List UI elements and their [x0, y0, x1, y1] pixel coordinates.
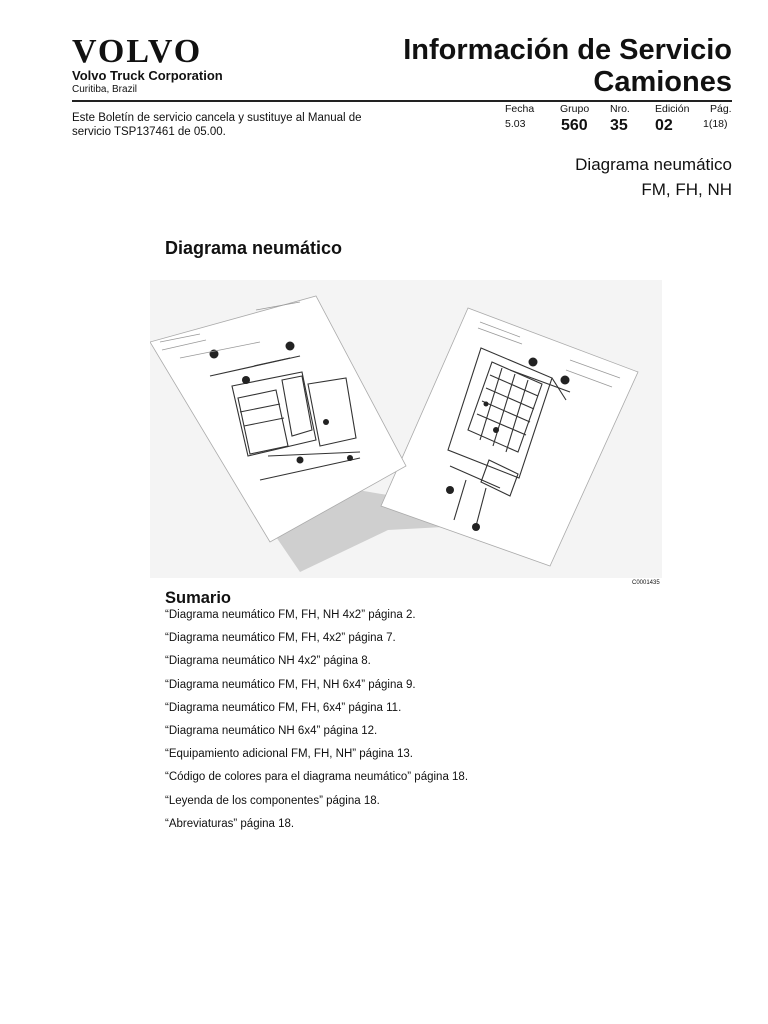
header-divider: [72, 100, 732, 102]
summary-item: “Diagrama neumático FM, FH, NH 6x4” página 9.: [165, 678, 416, 691]
summary-item: “Diagrama neumático FM, FH, 6x4” página 11.: [165, 701, 402, 714]
corporation-name: Volvo Truck Corporation: [72, 68, 223, 83]
replacement-notice: Este Boletín de servicio cancela y sustituye al Manual de servicio TSP137461 de 05.00.: [72, 112, 362, 138]
title-line-1: Información de Servicio: [403, 34, 732, 66]
edicion-label: Edición: [655, 103, 690, 115]
summary-item: “Diagrama neumático FM, FH, NH 4x2” página 2.: [165, 609, 416, 621]
title-line-2: Camiones: [593, 66, 732, 98]
document-subtitle: [575, 152, 732, 202]
document-title: [403, 34, 732, 98]
summary-list: [165, 608, 468, 840]
summary-item: “Abreviaturas” página 18.: [165, 817, 295, 830]
summary-item: “Diagrama neumático FM, FH, 4x2” página 7.: [165, 632, 396, 645]
brand-block: [72, 33, 223, 95]
edicion-value: 02: [655, 117, 673, 134]
grupo-label: Grupo: [560, 103, 590, 115]
diagram-sheets-image: [150, 280, 662, 578]
summary-item: “Código de colores para el diagrama neumático” página 18.: [165, 771, 469, 784]
subtitle-line-1: Diagrama neumático: [575, 155, 732, 174]
subtitle-line-2: FM, FH, NH: [641, 180, 732, 199]
pag-label: Pág.: [710, 103, 732, 115]
summary-title: Sumario: [165, 589, 232, 607]
summary-item: “Diagrama neumático NH 4x2” página 8.: [165, 655, 371, 668]
fecha-value: 5.03: [505, 118, 526, 130]
pneumatic-diagram-illustration: [150, 280, 662, 578]
nro-label: Nro.: [610, 103, 630, 115]
pag-value: 1(18): [703, 118, 728, 130]
summary-item: “Leyenda de los componentes” página 18.: [165, 794, 380, 807]
summary-item: “Diagrama neumático NH 6x4” página 12.: [165, 724, 378, 737]
volvo-logo: VOLVO: [72, 33, 203, 70]
figure-code: C0001435: [632, 580, 660, 586]
grupo-value: 560: [561, 117, 588, 134]
summary-item: “Equipamiento adicional FM, FH, NH” página 13.: [165, 748, 414, 761]
corporation-city: Curitiba, Brazil: [72, 84, 138, 95]
fecha-label: Fecha: [505, 103, 535, 115]
section-title: Diagrama neumático: [165, 238, 343, 258]
nro-value: 35: [610, 117, 628, 134]
